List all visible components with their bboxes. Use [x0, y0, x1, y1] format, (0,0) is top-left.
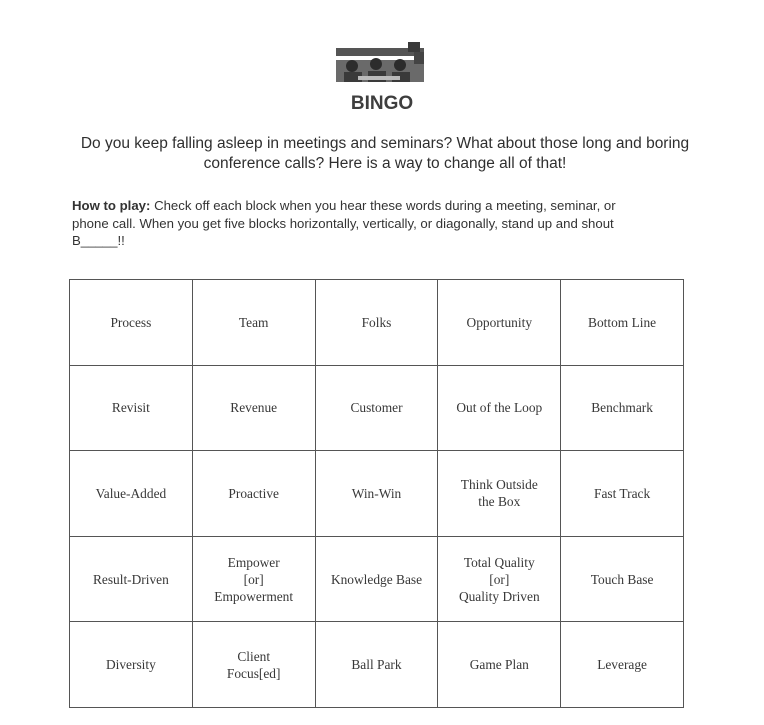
cell-text: Total Quality	[463, 554, 535, 570]
bingo-cell[interactable]	[315, 536, 438, 622]
bingo-cell[interactable]	[192, 536, 315, 622]
cell-text: Opportunity	[466, 314, 533, 330]
cell-text: Fast Track	[594, 485, 651, 501]
cell-text: Proactive	[228, 485, 279, 501]
bingo-cell[interactable]	[438, 365, 561, 451]
cell-text: Leverage	[597, 657, 647, 673]
cell-text: Out of the Loop	[456, 400, 543, 416]
bingo-cell[interactable]	[561, 622, 684, 708]
cell-text: the Box	[478, 494, 521, 510]
bingo-cell[interactable]	[192, 622, 315, 708]
bingo-row	[70, 280, 684, 366]
bingo-cell[interactable]	[438, 622, 561, 708]
cell-text: [or]	[243, 571, 264, 587]
page-title: BINGO	[350, 93, 414, 114]
cell-text: Benchmark	[591, 400, 653, 416]
bingo-cell[interactable]	[192, 451, 315, 537]
cell-text: Touch Base	[590, 571, 654, 587]
meeting-people-logo-icon	[336, 42, 424, 82]
bingo-cell[interactable]	[70, 451, 193, 537]
bingo-card	[69, 279, 684, 708]
bingo-cell[interactable]	[438, 280, 561, 366]
bingo-cell[interactable]	[561, 536, 684, 622]
bingo-cell[interactable]	[192, 280, 315, 366]
cell-text: Customer	[350, 400, 403, 416]
bingo-cell[interactable]	[438, 536, 561, 622]
cell-text: Result-Driven	[92, 571, 169, 587]
bingo-cell[interactable]	[315, 365, 438, 451]
cell-text: Knowledge Base	[330, 571, 423, 587]
cell-text: Bottom Line	[588, 314, 657, 330]
cell-text: [or]	[489, 571, 510, 587]
cell-text: Empowerment	[214, 588, 294, 604]
how-to-play-instructions	[72, 197, 712, 250]
cell-text: Process	[110, 314, 152, 330]
cell-text: Quality Driven	[458, 588, 540, 604]
bingo-cell[interactable]	[70, 365, 193, 451]
cell-text: Revisit	[111, 400, 150, 416]
how-to-play-label: How to play:	[72, 198, 151, 213]
bingo-row	[70, 365, 684, 451]
cell-text: Ball Park	[351, 657, 402, 673]
cell-text: Value-Added	[95, 485, 167, 501]
bingo-row	[70, 451, 684, 537]
cell-text: Client	[237, 648, 271, 664]
bingo-row	[70, 536, 684, 622]
cell-text: Folks	[361, 314, 392, 330]
intro-paragraph: Do you keep falling asleep in meetings and seminars? What about those long and boring conference calls? Here is a way to change all of that!	[80, 135, 690, 172]
cell-text: Revenue	[230, 400, 278, 416]
cell-text: Team	[238, 314, 269, 330]
bingo-cell[interactable]	[70, 280, 193, 366]
bingo-cell[interactable]	[70, 536, 193, 622]
bingo-cell[interactable]	[561, 451, 684, 537]
bingo-cell[interactable]	[315, 280, 438, 366]
instructions-line-1: Check off each block when you hear these words during a meeting, seminar, or	[154, 198, 616, 213]
cell-text: Think Outside	[460, 477, 538, 493]
cell-text: Diversity	[105, 657, 156, 673]
bingo-cell[interactable]	[561, 365, 684, 451]
bingo-cell[interactable]	[438, 451, 561, 537]
instructions-line-2: phone call. When you get five blocks horizontally, vertically, or diagonally, stand up and shout	[72, 215, 614, 231]
cell-text: Focus[ed]	[226, 665, 281, 681]
bingo-row	[70, 622, 684, 708]
bingo-cell[interactable]	[561, 280, 684, 366]
bingo-cell[interactable]	[315, 622, 438, 708]
bingo-cell[interactable]	[70, 622, 193, 708]
instructions-line-3: B_____!!	[72, 233, 125, 248]
bingo-cell[interactable]	[315, 451, 438, 537]
cell-text: Win-Win	[351, 485, 402, 501]
cell-text: Game Plan	[469, 657, 529, 673]
bingo-cell[interactable]	[192, 365, 315, 451]
cell-text: Empower	[227, 554, 280, 570]
